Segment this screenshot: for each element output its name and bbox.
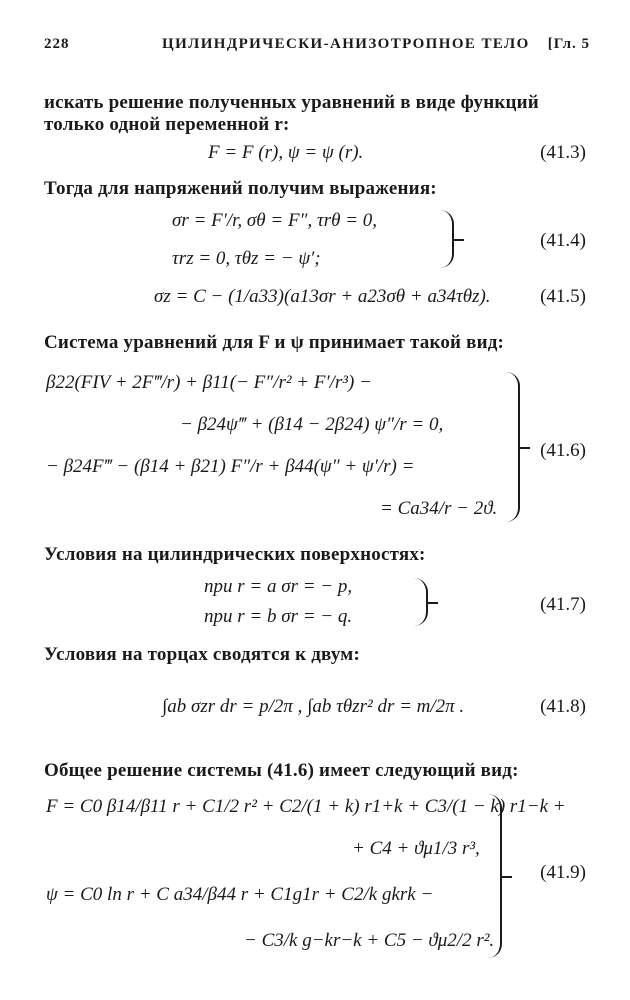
equation-41-3: F = F (r), ψ = ψ (r). bbox=[208, 142, 364, 163]
equation-41-7-line1: при r = a σr = − p, bbox=[204, 576, 353, 597]
equation-number: (41.5) bbox=[540, 286, 586, 307]
right-brace bbox=[486, 794, 502, 958]
right-brace bbox=[412, 578, 428, 626]
paragraph-line: Условия на цилиндрических поверхностях: bbox=[44, 544, 426, 565]
running-title: ЦИЛИНДРИЧЕСКИ-АНИЗОТРОПНОЕ ТЕЛО bbox=[162, 36, 530, 52]
right-brace bbox=[438, 210, 454, 268]
chapter-label: [Гл. 5 bbox=[547, 36, 590, 52]
equation-41-6-line1: β22(FIV + 2F‴/r) + β11(− F″/r² + F′/r³) − bbox=[46, 372, 372, 393]
equation-41-8: ∫ab σzr dr = p/2π , ∫ab τθzr² dr = m/2π . bbox=[162, 696, 465, 717]
equation-41-9-line3: ψ = C0 ln r + C a34/β44 r + C1g1r + C2/k gkrk − bbox=[46, 884, 434, 905]
equation-number: (41.8) bbox=[540, 696, 586, 717]
equation-41-4-line2: τrz = 0, τθz = − ψ′; bbox=[172, 248, 321, 269]
equation-41-7-line2: при r = b σr = − q. bbox=[204, 606, 353, 627]
equation-41-9-line1: F = C0 β14/β11 r + C1/2 r² + C2/(1 + k) r1+k + C3/(1 − k) r1−k + bbox=[46, 796, 566, 817]
paragraph-line: Система уравнений для F и ψ принимает такой вид: bbox=[44, 332, 505, 353]
equation-41-6-line2: − β24ψ‴ + (β14 − 2β24) ψ″/r = 0, bbox=[180, 414, 444, 435]
equation-number: (41.9) bbox=[540, 862, 586, 883]
paragraph-line: Условия на торцах сводятся к двум: bbox=[44, 644, 360, 665]
page-number: 228 bbox=[44, 36, 70, 52]
paragraph-line: Общее решение системы (41.6) имеет следующий вид: bbox=[44, 760, 519, 781]
equation-41-9-line4: − C3/k g−kr−k + C5 − ϑμ2/2 r². bbox=[244, 930, 495, 951]
equation-41-6-line4: = Ca34/r − 2ϑ. bbox=[380, 498, 498, 519]
equation-41-4-line1: σr = F′/r, σθ = F″, τrθ = 0, bbox=[172, 210, 378, 231]
page-header bbox=[44, 36, 590, 60]
equation-41-6-line3: − β24F‴ − (β14 + β21) F″/r + β44(ψ″ + ψ′/r) = bbox=[46, 456, 415, 477]
equation-41-9-line2: + C4 + ϑμ1/3 r³, bbox=[352, 838, 480, 859]
equation-number: (41.4) bbox=[540, 230, 586, 251]
equation-41-5: σz = C − (1/a33)(a13σr + a23σθ + a34τθz). bbox=[154, 286, 491, 307]
paragraph-line: искать решение полученных уравнений в виде функций bbox=[44, 92, 539, 113]
equation-number: (41.3) bbox=[540, 142, 586, 163]
paragraph-line: Тогда для напряжений получим выражения: bbox=[44, 178, 437, 199]
equation-number: (41.7) bbox=[540, 594, 586, 615]
right-brace bbox=[504, 372, 520, 522]
equation-number: (41.6) bbox=[540, 440, 586, 461]
paragraph-line: только одной переменной r: bbox=[44, 114, 290, 135]
